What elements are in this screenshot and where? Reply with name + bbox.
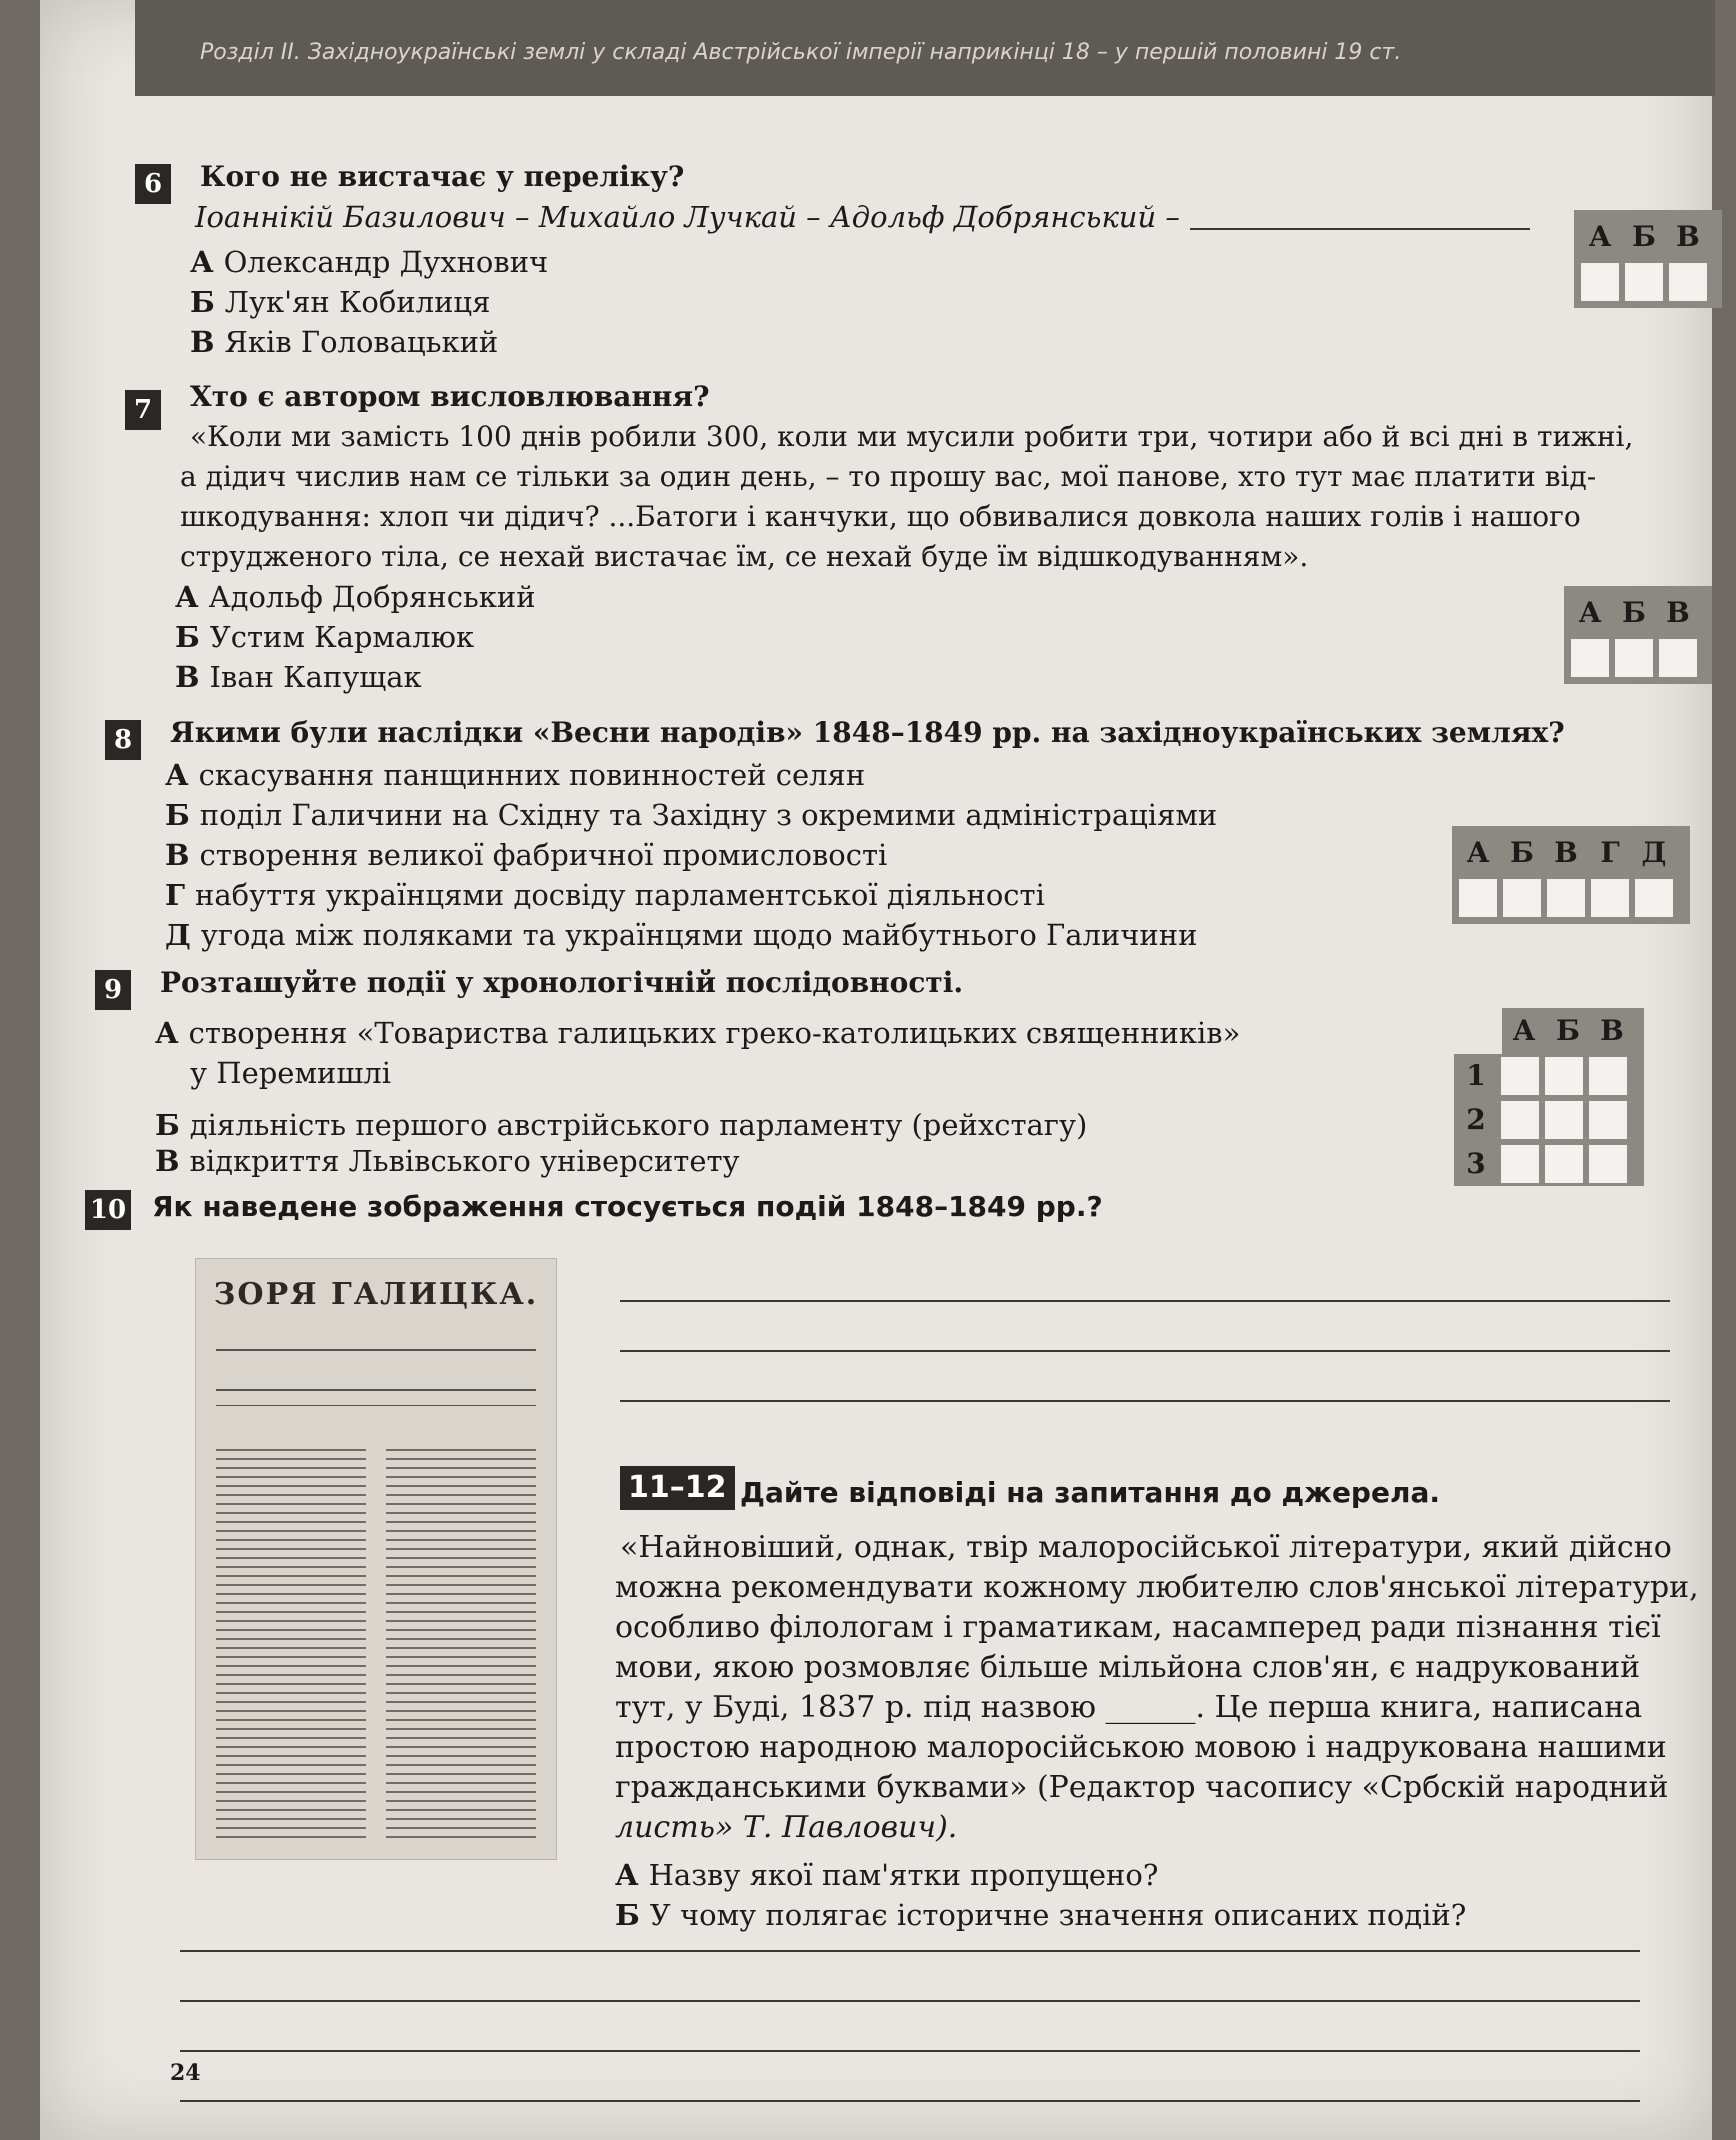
- source-line: «Найновіший, однак, твір малоросійської літератури, який дійсно: [620, 1530, 1672, 1565]
- source-line: простою народною малоросійською мовою і надрукована нашими: [615, 1730, 1667, 1765]
- quote-line: шкодування: хлоп чи дідич? ...Батоги і канчуки, що обвивалися довкола наших голів і нашого: [180, 500, 1581, 533]
- answer-line-10[interactable]: [620, 1350, 1670, 1352]
- question-8-title: Якими були наслідки «Весни народів» 1848–1849 рр. на західноукраїнських землях?: [170, 716, 1565, 749]
- quote-line: струдженого тіла, се нехай вистачає їм, се нехай буде їм відшкодуванням».: [180, 540, 1309, 573]
- newspaper-title: ЗОРЯ ГАЛИЦКА.: [213, 1277, 539, 1312]
- q8-option-a: А скасування панщинних повинностей селян: [165, 758, 866, 792]
- q7-option-a: А Адольф Добрянський: [175, 580, 536, 614]
- page-number: 24: [170, 2060, 201, 2086]
- q7-option-c: В Іван Капущак: [175, 660, 422, 694]
- answer-grid-7: А Б В: [1564, 586, 1712, 684]
- q9-option-a: А створення «Товариства галицьких греко-католицьких священників»: [155, 1016, 1241, 1050]
- q9-option-b: Б діяльність першого австрійського парламенту (рейхстагу): [155, 1108, 1088, 1142]
- quote-line: «Коли ми замість 100 днів робили 300, коли ми мусили робити три, чотири або й всі дні в тижні,: [190, 420, 1634, 453]
- question-number-7: 7: [125, 390, 161, 430]
- answer-box[interactable]: [1635, 879, 1673, 917]
- question-10-title: Як наведене зображення стосується подій 1848–1849 рр.?: [152, 1190, 1103, 1223]
- q8-option-d: Г набуття українцями досвіду парламентської діяльності: [165, 878, 1045, 912]
- question-6-title: Кого не вистачає у переліку?: [200, 160, 685, 193]
- q8-option-b: Б поділ Галичини на Східну та Західну з окремими адміністраціями: [165, 798, 1218, 832]
- answer-blank-6[interactable]: [1190, 228, 1530, 230]
- answer-box[interactable]: [1625, 263, 1663, 301]
- q11-question-b: Б У чому полягає історичне значення описаних подій?: [615, 1898, 1467, 1932]
- answer-box[interactable]: [1545, 1145, 1583, 1183]
- answer-line-10[interactable]: [620, 1400, 1670, 1402]
- q6-option-b: Б Лук'ян Кобилиця: [190, 285, 491, 319]
- answer-box[interactable]: [1659, 639, 1697, 677]
- question-number-10: 10: [85, 1190, 131, 1230]
- source-line: листь» Т. Павлович).: [615, 1810, 958, 1845]
- section-header: Розділ II. Західноукраїнські землі у складі Австрійської імперії наприкінці 18 – у першій половині 19 ст.: [200, 40, 1402, 65]
- quote-line: а дідич числив нам се тільки за один день, – то прошу вас, мої панове, хто тут має платити від-: [180, 460, 1597, 493]
- answer-grid-9: А Б В 1 2 3: [1450, 1004, 1648, 1190]
- answer-box[interactable]: [1589, 1057, 1627, 1095]
- answer-line-11[interactable]: [180, 2000, 1640, 2002]
- q11-question-a: А Назву якої пам'ятки пропущено?: [615, 1858, 1159, 1892]
- source-line: особливо філологам і граматикам, насамперед ради пізнання тієї: [615, 1610, 1661, 1645]
- answer-box[interactable]: [1589, 1145, 1627, 1183]
- answer-line-10[interactable]: [620, 1300, 1670, 1302]
- answer-box[interactable]: [1503, 879, 1541, 917]
- q6-option-a: А Олександр Духнович: [190, 245, 549, 279]
- q7-option-b: Б Устим Кармалюк: [175, 620, 475, 654]
- question-number-11-12: 11–12: [620, 1466, 735, 1510]
- textbook-page: [40, 0, 1712, 2140]
- question-7-title: Хто є автором висловлювання?: [190, 380, 710, 413]
- newspaper-image: [195, 1258, 557, 1860]
- answer-line-11[interactable]: [180, 2050, 1640, 2052]
- source-line: мови, якою розмовляє більше мільйона слов'ян, є надрукований: [615, 1650, 1641, 1685]
- question-11-title: Дайте відповіді на запитання до джерела.: [740, 1476, 1440, 1509]
- answer-box[interactable]: [1545, 1057, 1583, 1095]
- question-6-line: Іоаннікій Базилович – Михайло Лучкай – Адольф Добрянський –: [195, 200, 1180, 234]
- q9-option-c: В відкриття Львівського університету: [155, 1144, 740, 1178]
- answer-line-11[interactable]: [180, 1950, 1640, 1952]
- answer-box[interactable]: [1615, 639, 1653, 677]
- question-number-9: 9: [95, 970, 131, 1010]
- answer-box[interactable]: [1501, 1057, 1539, 1095]
- answer-box[interactable]: [1589, 1101, 1627, 1139]
- question-9-title: Розташуйте події у хронологічній послідовності.: [160, 966, 964, 999]
- answer-box[interactable]: [1545, 1101, 1583, 1139]
- source-line: гражданськими буквами» (Редактор часопису «Србскій народний: [615, 1770, 1669, 1805]
- answer-box[interactable]: [1501, 1101, 1539, 1139]
- question-number-6: 6: [135, 164, 171, 204]
- answer-box[interactable]: [1591, 879, 1629, 917]
- answer-box[interactable]: [1547, 879, 1585, 917]
- question-number-8: 8: [105, 720, 141, 760]
- answer-grid-8: А Б В Г Д: [1452, 826, 1690, 924]
- q8-option-c: В створення великої фабричної промисловості: [165, 838, 888, 872]
- answer-box[interactable]: [1571, 639, 1609, 677]
- answer-box[interactable]: [1459, 879, 1497, 917]
- source-line: тут, у Буді, 1837 р. під назвою ______. Це перша книга, написана: [615, 1690, 1643, 1725]
- answer-line-11[interactable]: [180, 2100, 1640, 2102]
- answer-grid-6: А Б В: [1574, 210, 1722, 308]
- q6-option-c: В Яків Головацький: [190, 325, 499, 359]
- answer-box[interactable]: [1669, 263, 1707, 301]
- source-line: можна рекомендувати кожному любителю слов'янської літератури,: [615, 1570, 1699, 1605]
- answer-box[interactable]: [1581, 263, 1619, 301]
- q9-option-a-cont: у Перемишлі: [190, 1056, 392, 1090]
- q8-option-e: Д угода між поляками та українцями щодо майбутнього Галичини: [165, 918, 1198, 952]
- answer-box[interactable]: [1501, 1145, 1539, 1183]
